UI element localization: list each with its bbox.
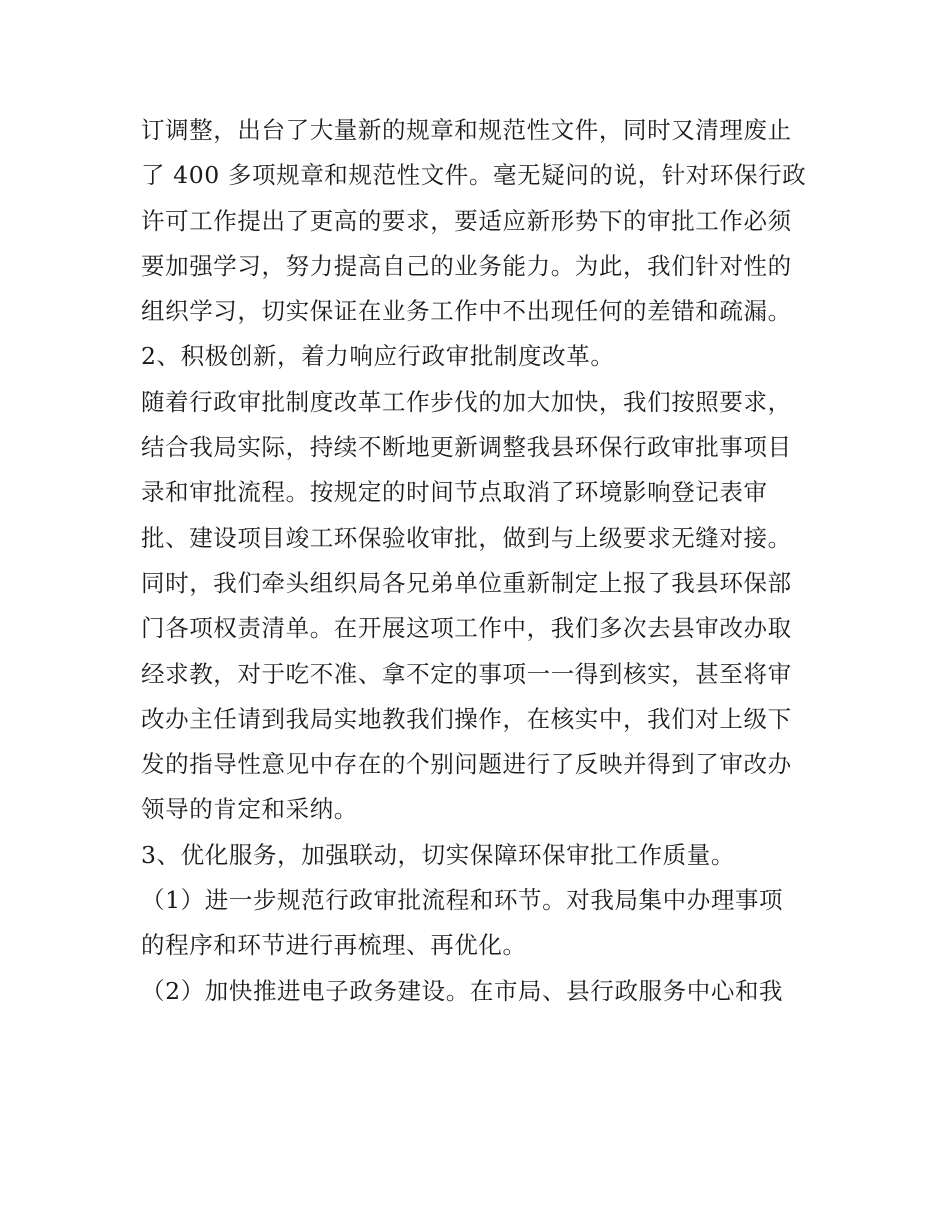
list-item: （2）加快推进电子政务建设。在市局、县行政服务中心和我 <box>141 976 784 1005</box>
section-heading: 3、优化服务，加强联动，切实保障环保审批工作质量。 <box>141 840 735 869</box>
text-line: 订调整，出台了大量新的规章和规范性文件，同时又清理废止 <box>141 116 792 144</box>
text-line: 要加强学习，努力提高自己的业务能力。为此，我们针对性的 <box>141 251 792 280</box>
text-line: 录和审批流程。按规定的时间节点取消了环境影响登记表审 <box>141 478 768 507</box>
text-line: 许可工作提出了更高的要求，要适应新形势下的审批工作必须 <box>141 206 792 235</box>
text-line: 了 400 多项规章和规范性文件。毫无疑问的说，针对环保行政 <box>141 161 807 190</box>
text-line: 批、建设项目竣工环保验收审批，做到与上级要求无缝对接。 <box>141 523 792 552</box>
text-line: 同时，我们牵头组织局各兄弟单位重新制定上报了我县环保部 <box>141 568 792 597</box>
text-line: 的程序和环节进行再梳理、再优化。 <box>141 931 527 960</box>
text-line: 门各项权责清单。在开展这项工作中，我们多次去县审改办取 <box>141 614 792 643</box>
text-line: 随着行政审批制度改革工作步伐的加大加快，我们按照要求， <box>141 387 792 416</box>
section-heading: 2、积极创新，着力响应行政审批制度改革。 <box>141 342 615 371</box>
text-line: 领导的肯定和采纳。 <box>141 795 358 824</box>
text-line: 组织学习，切实保证在业务工作中不出现任何的差错和疏漏。 <box>141 297 792 326</box>
text-line: 改办主任请到我局实地教我们操作，在核实中，我们对上级下 <box>141 704 792 733</box>
list-item: （1）进一步规范行政审批流程和环节。对我局集中办理事项 <box>141 886 784 915</box>
text-line: 发的指导性意见中存在的个别问题进行了反映并得到了审改办 <box>141 750 792 779</box>
body-text <box>141 108 821 1014</box>
text-line: 经求教，对于吃不准、拿不定的事项一一得到核实，甚至将审 <box>141 659 792 688</box>
text-line: 结合我局实际，持续不断地更新调整我县环保行政审批事项目 <box>141 433 792 462</box>
